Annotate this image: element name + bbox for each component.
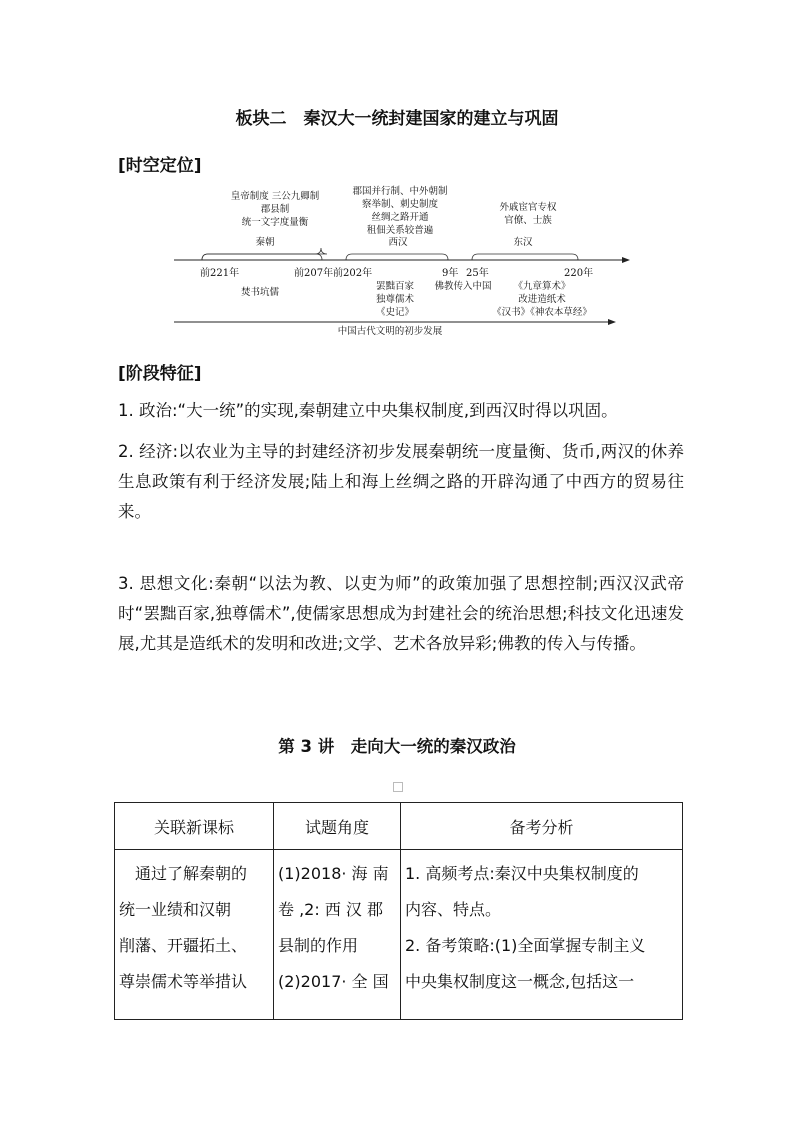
cell-line: 2. 备考策略:(1)全面掌握专制主义: [405, 936, 646, 955]
timeline-note: 《汉书》《神农本草经》: [492, 307, 592, 318]
cell-line: 内容、特点。: [405, 900, 502, 919]
timeline-below-donghan: [492, 280, 592, 319]
brace-qin-line: [202, 254, 322, 260]
table-cell-angle: [274, 850, 401, 1020]
cell-line: 尊崇儒术等举措认: [119, 972, 248, 991]
cell-line: 中央集权制度这一概念,包括这一: [405, 972, 635, 991]
timeline-xihan-notes: [350, 185, 450, 237]
timeline-label-donghan: 东汉: [513, 237, 533, 248]
cell-line: 1. 高频考点:秦汉中央集权制度的: [405, 864, 639, 883]
cell-line: 削藩、开疆拓土、: [119, 936, 248, 955]
timeline-date: 前202年: [333, 268, 373, 279]
image-placeholder-icon: [393, 782, 403, 792]
timeline-date: 25年: [466, 268, 489, 279]
timeline-below-mid: 佛教传入中国: [434, 281, 492, 292]
feature-text: 1. 政治:“大一统”的实现,秦朝建立中央集权制度,到西汉时得以巩固。: [118, 401, 618, 420]
cell-line: (2)2017· 全 国: [278, 972, 389, 991]
timeline-note: 郡县制: [260, 204, 290, 215]
table-header: 备考分析: [401, 803, 683, 850]
timeline-below-qin: 焚书坑儒: [240, 287, 279, 298]
timeline-note: 罢黜百家: [375, 281, 414, 292]
cell-line: (1)2018· 海 南: [278, 864, 389, 883]
timeline-note: 《九章算术》: [513, 281, 571, 292]
feature-culture: [118, 569, 684, 659]
timeline-date: 前207年: [294, 268, 334, 279]
table-header-row: [115, 803, 683, 850]
section-heading-timeline: [时空定位]: [118, 156, 202, 176]
timeline-label-qin: 秦朝: [255, 237, 275, 248]
timeline-date: 220年: [564, 268, 594, 279]
brace-xihan: [346, 254, 448, 260]
timeline-note: 郡国并行制、中外朝制: [352, 186, 448, 197]
timeline-note: 租佃关系较普遍: [366, 225, 434, 236]
timeline-caption: 中国古代文明的初步发展: [337, 326, 443, 337]
table-cell-standard: [115, 850, 274, 1020]
section-heading-features: [阶段特征]: [118, 364, 202, 384]
timeline-date: 9年: [442, 268, 459, 279]
feature-text: 3. 思想文化:秦朝“以法为教、以吏为师”的政策加强了思想控制;西汉汉武帝时“罢黜百家,独尊儒术”,使儒家思想成为封建社会的统治思想;科技文化迅速发展,尤其是造纸术的发明和改进;文学、艺术各放异彩;佛教的传入与传播。: [118, 574, 684, 653]
feature-politics: [118, 396, 684, 426]
timeline-date: 前221年: [200, 268, 240, 279]
timeline-note: 外戚宦官专权: [499, 202, 557, 213]
brace-donghan: [472, 254, 578, 260]
cell-line: 县制的作用: [278, 936, 359, 955]
cell-line: 统一业绩和汉朝: [119, 900, 232, 919]
lecture-title: 第 3 讲 走向大一统的秦汉政治: [278, 737, 516, 756]
timeline-note: 皇帝制度 三公九卿制: [230, 191, 320, 202]
timeline-qin-notes: [210, 190, 340, 229]
timeline-arrow: [622, 257, 630, 263]
table-header: 试题角度: [274, 803, 401, 850]
timeline-below-xihan: [365, 280, 425, 319]
timeline-donghan-notes: [478, 201, 578, 227]
table-row: [115, 850, 683, 1020]
timeline-note: 官僚、士族: [504, 215, 552, 226]
timeline-note: 改进造纸术: [518, 294, 566, 305]
timeline-note: 《史记》: [375, 307, 414, 318]
feature-text: 2. 经济:以农业为主导的封建经济初步发展秦朝统一度量衡、货币,两汉的休养生息政策有利于经济发展;陆上和海上丝绸之路的开辟沟通了中西方的贸易往来。: [118, 442, 684, 521]
curriculum-table: [114, 802, 683, 1020]
bottom-arrow-head: [608, 319, 616, 325]
page-title: 板块二 秦汉大一统封建国家的建立与巩固: [235, 109, 559, 129]
table-header: 关联新课标: [115, 803, 274, 850]
cell-line: 卷 ,2: 西 汉 郡: [278, 900, 384, 919]
feature-economy: [118, 437, 684, 527]
cell-line: 通过了解秦朝的: [119, 864, 248, 883]
timeline-note: 统一文字度量衡: [241, 217, 309, 228]
timeline-note: 独尊儒术: [375, 294, 414, 305]
table-cell-analysis: [401, 850, 683, 1020]
timeline-note: 丝绸之路开通: [371, 212, 429, 223]
timeline-note: 察举制、刺史制度: [361, 199, 438, 210]
timeline-label-xihan: 西汉: [388, 237, 408, 248]
